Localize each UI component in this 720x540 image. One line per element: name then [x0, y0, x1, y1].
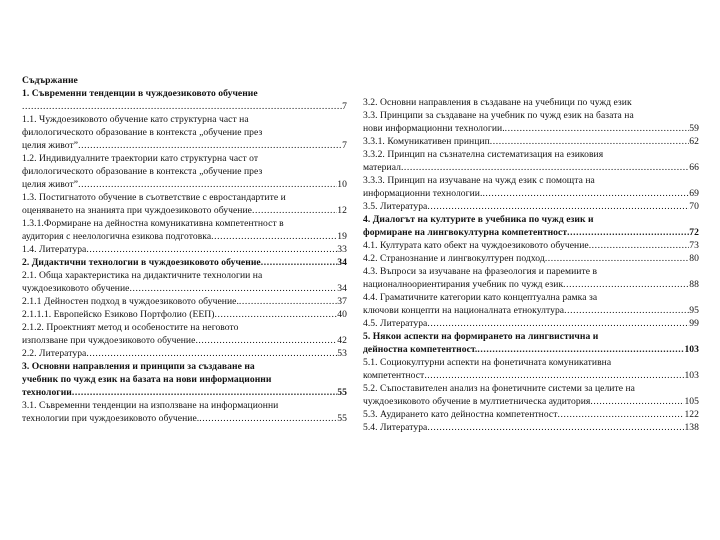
toc-dot-leader: [545, 252, 689, 265]
toc-entry-title: чуждоезиковото обучение в мултиетническа аудитория: [363, 396, 591, 407]
toc-page-number: 70: [689, 201, 699, 212]
toc-entry: учебник по чужд език на базата на нови информационни: [22, 374, 272, 385]
toc-entry: филологическото образование в контекста „обучение през: [22, 166, 263, 177]
toc-entry: 3.3.3. Принцип на изучаване на чужд език с помощта на: [363, 175, 595, 186]
toc-dot-leader: [239, 295, 337, 308]
toc-entry: 2.1. Обща характеристика на дидактичните технологии на: [22, 270, 263, 281]
toc-entry: [22, 256, 347, 269]
toc-entry-title: аудитория с неелологична езикова подготовка: [22, 231, 212, 242]
toc-entry: [363, 421, 699, 434]
toc-entry: филологическото образование в контекста „обучение през: [22, 127, 263, 138]
toc-entry-title: 5.4. Литература: [363, 422, 428, 433]
toc-dot-leader: [129, 282, 337, 295]
toc-entry: [363, 304, 699, 317]
toc-entry: [22, 386, 347, 399]
toc-page-number: 7: [342, 140, 347, 151]
toc-dot-leader: [401, 161, 689, 174]
toc-page-number: 7: [342, 101, 347, 112]
toc-entry-title: ключови концепти на националната етнокултура: [363, 305, 565, 316]
toc-dot-leader: [199, 412, 337, 425]
toc-entry: 3.3. Принципи за създаване на учебник по чужд език на базата на: [363, 110, 634, 121]
toc-page-number: 40: [337, 309, 347, 320]
toc-page-number: 80: [689, 253, 699, 264]
toc-entry-title: 4.2. Странознание и лингвокултурен подход: [363, 253, 545, 264]
toc-entry: [363, 187, 699, 200]
toc-entry: 1.1. Чуждоезиковото обучение като структурна част на: [22, 114, 249, 125]
toc-entry-title: 4.1. Културата като обект на чуждоезиковото обучение: [363, 240, 589, 251]
toc-entry-title: 2.1.1 Дейностен подход в чуждоезиковото обучение.: [22, 296, 239, 307]
toc-entry: [22, 139, 347, 152]
toc-entry: [22, 282, 347, 295]
toc-dot-leader: [427, 317, 689, 330]
toc-entry: [22, 347, 347, 360]
toc-entry: 1.2. Индивидуалните траектории като структурна част от: [22, 153, 259, 164]
toc-page-number: 53: [337, 348, 347, 359]
toc-page-number: 69: [689, 188, 699, 199]
toc-entry: [22, 334, 347, 347]
toc-page-number: 33: [337, 244, 347, 255]
toc-page-number: 105: [684, 396, 699, 407]
toc-entry-title: националноориентирания учебник по чужд език: [363, 279, 564, 290]
toc-entry: 4.4. Граматичните категории като концептуална рамка за: [363, 292, 598, 303]
toc-dot-leader: [261, 256, 338, 269]
toc-page-number: 122: [684, 409, 699, 420]
toc-entry: [22, 308, 347, 321]
toc-dot-leader: [215, 308, 338, 321]
toc-dot-leader: [589, 239, 690, 252]
toc-dot-leader: [22, 100, 342, 113]
toc-page-number: 138: [684, 422, 699, 433]
toc-dot-leader: [78, 139, 342, 152]
toc-entry: [363, 369, 699, 382]
toc-entry-title: 1.4. Литература: [22, 244, 87, 255]
toc-entry: [22, 295, 347, 308]
toc-entry-title: целия живот”: [22, 140, 79, 151]
toc-entry: [363, 408, 699, 421]
toc-entry-title: дейностна компетентност.: [363, 344, 478, 355]
toc-entry-title: нови информационни технологии.: [363, 123, 505, 134]
toc-dot-leader: [563, 278, 689, 291]
toc-entry-title: технологии: [22, 387, 72, 398]
toc-page-number: 12: [337, 205, 347, 216]
toc-page-number: 37: [337, 296, 347, 307]
toc-heading: Съдържание: [22, 75, 78, 86]
toc-entry: 1. Съвременни тенденции в чуждоезиковото обучение: [22, 88, 258, 99]
toc-entry: 4.3. Въпроси за изучаване на фразеология и паремиите в: [363, 266, 598, 277]
toc-dot-leader: [86, 243, 337, 256]
toc-dot-leader: [567, 226, 689, 239]
toc-page-number: 88: [689, 279, 699, 290]
toc-entry-title: информационни технологии.: [363, 188, 483, 199]
toc-entry: [363, 226, 699, 239]
toc-entry-title: материал: [363, 162, 401, 173]
toc-entry: 5. Някои аспекти на формирането на лингвистична и: [363, 331, 599, 342]
toc-entry: [363, 317, 699, 330]
toc-dot-leader: [490, 135, 690, 148]
toc-page-number: 34: [337, 283, 347, 294]
toc-entry: [363, 161, 699, 174]
toc-entry: [22, 204, 347, 217]
toc-entry: [22, 100, 347, 113]
toc-page-number: 10: [337, 179, 347, 190]
toc-entry: 3. Основни направления и принципи за създаване на: [22, 361, 255, 372]
toc-entry: [22, 178, 347, 191]
toc-page-number: 95: [689, 305, 699, 316]
toc-entry: [22, 412, 347, 425]
toc-entry: [363, 239, 699, 252]
toc-page-number: 55: [337, 387, 347, 398]
toc-entry: 1.3. Постигнатото обучение в съответствие с евростандартите и: [22, 192, 286, 203]
toc-dot-leader: [427, 200, 689, 213]
toc-entry-title: 2.2. Литература: [22, 348, 87, 359]
toc-entry-title: 4.5. Литература: [363, 318, 428, 329]
toc-dot-leader: [252, 204, 337, 217]
toc-page-number: 72: [689, 227, 699, 238]
toc-page-number: 62: [689, 136, 699, 147]
toc-entry: 5.1. Социокултурни аспекти на фонетичната комуникативна: [363, 357, 612, 368]
toc-entry-title: 5.3. Аудирането като дейностна компетентност: [363, 409, 558, 420]
toc-entry-title: 2. Дидактични технологии в чуждоезиковото обучение: [22, 257, 261, 268]
toc-entry-title: чуждоезиковото обучение: [22, 283, 130, 294]
toc-page-number: 103: [684, 344, 699, 355]
toc-page-number: 19: [337, 231, 347, 242]
toc-dot-leader: [590, 395, 684, 408]
toc-dot-leader: [211, 230, 337, 243]
toc-entry: [363, 252, 699, 265]
toc-entry: 4. Диалогът на културите в учебника по чужд език и: [363, 214, 594, 225]
toc-entry-title: 3.5. Литература: [363, 201, 428, 212]
toc-dot-leader: [482, 187, 689, 200]
toc-entry-title: 3.3.1. Комуникативен принцип: [363, 136, 490, 147]
toc-dot-leader: [427, 421, 684, 434]
toc-entry: 1.3.1.Формиране на дейностна комуникативна компетентност в: [22, 218, 284, 229]
toc-entry: [22, 230, 347, 243]
toc-entry-title: 2.1.1.1. Европейско Езиково Портфолио (ЕЕП): [22, 309, 215, 320]
toc-dot-leader: [557, 408, 684, 421]
toc-entry: [363, 278, 699, 291]
toc-page-number: 73: [689, 240, 699, 251]
toc-dot-leader: [86, 347, 337, 360]
toc-page-number: 99: [689, 318, 699, 329]
toc-entry-title: целия живот”: [22, 179, 79, 190]
toc-page-number: 59: [689, 123, 699, 134]
toc-dot-leader: [477, 343, 684, 356]
toc-entry-title: компетентност: [363, 370, 425, 381]
toc-entry-title: оценяването на знанията при чуждоезиковото обучение: [22, 205, 252, 216]
toc-entry: [363, 122, 699, 135]
toc-entry: 2.1.2. Проектният метод и особеностите на неговото: [22, 322, 239, 333]
toc-entry: 3.1. Съвременни тенденции на използване на информационни: [22, 400, 279, 411]
toc-entry: [363, 200, 699, 213]
toc-entry: [363, 135, 699, 148]
toc-page-number: 34: [337, 257, 347, 268]
toc-dot-leader: [424, 369, 684, 382]
toc-entry: 3.2. Основни направления в създаване на учебници по чужд език: [363, 97, 632, 108]
toc-entry: [22, 243, 347, 256]
toc-dot-leader: [195, 334, 337, 347]
toc-entry: 5.2. Съпоставителен анализ на фонетичните системи за целите на: [363, 383, 635, 394]
toc-page-number: 55: [337, 413, 347, 424]
toc-entry: 3.3.2. Принцип на съзнателна систематизация на езиковия: [363, 149, 604, 160]
toc-dot-leader: [78, 178, 337, 191]
toc-entry: [363, 343, 699, 356]
toc-entry-title: използване при чуждоезиковото обучение: [22, 335, 196, 346]
toc-entry-title: технологии при чуждоезиковото обучение.: [22, 413, 200, 424]
toc-page-number: 103: [684, 370, 699, 381]
toc-entry: [363, 395, 699, 408]
toc-dot-leader: [564, 304, 689, 317]
toc-page-number: 42: [337, 335, 347, 346]
toc-dot-leader: [72, 386, 337, 399]
toc-page-number: 66: [689, 162, 699, 173]
toc-dot-leader: [505, 122, 690, 135]
toc-entry-title: формиране на лингвокултурна компетентност: [363, 227, 568, 238]
